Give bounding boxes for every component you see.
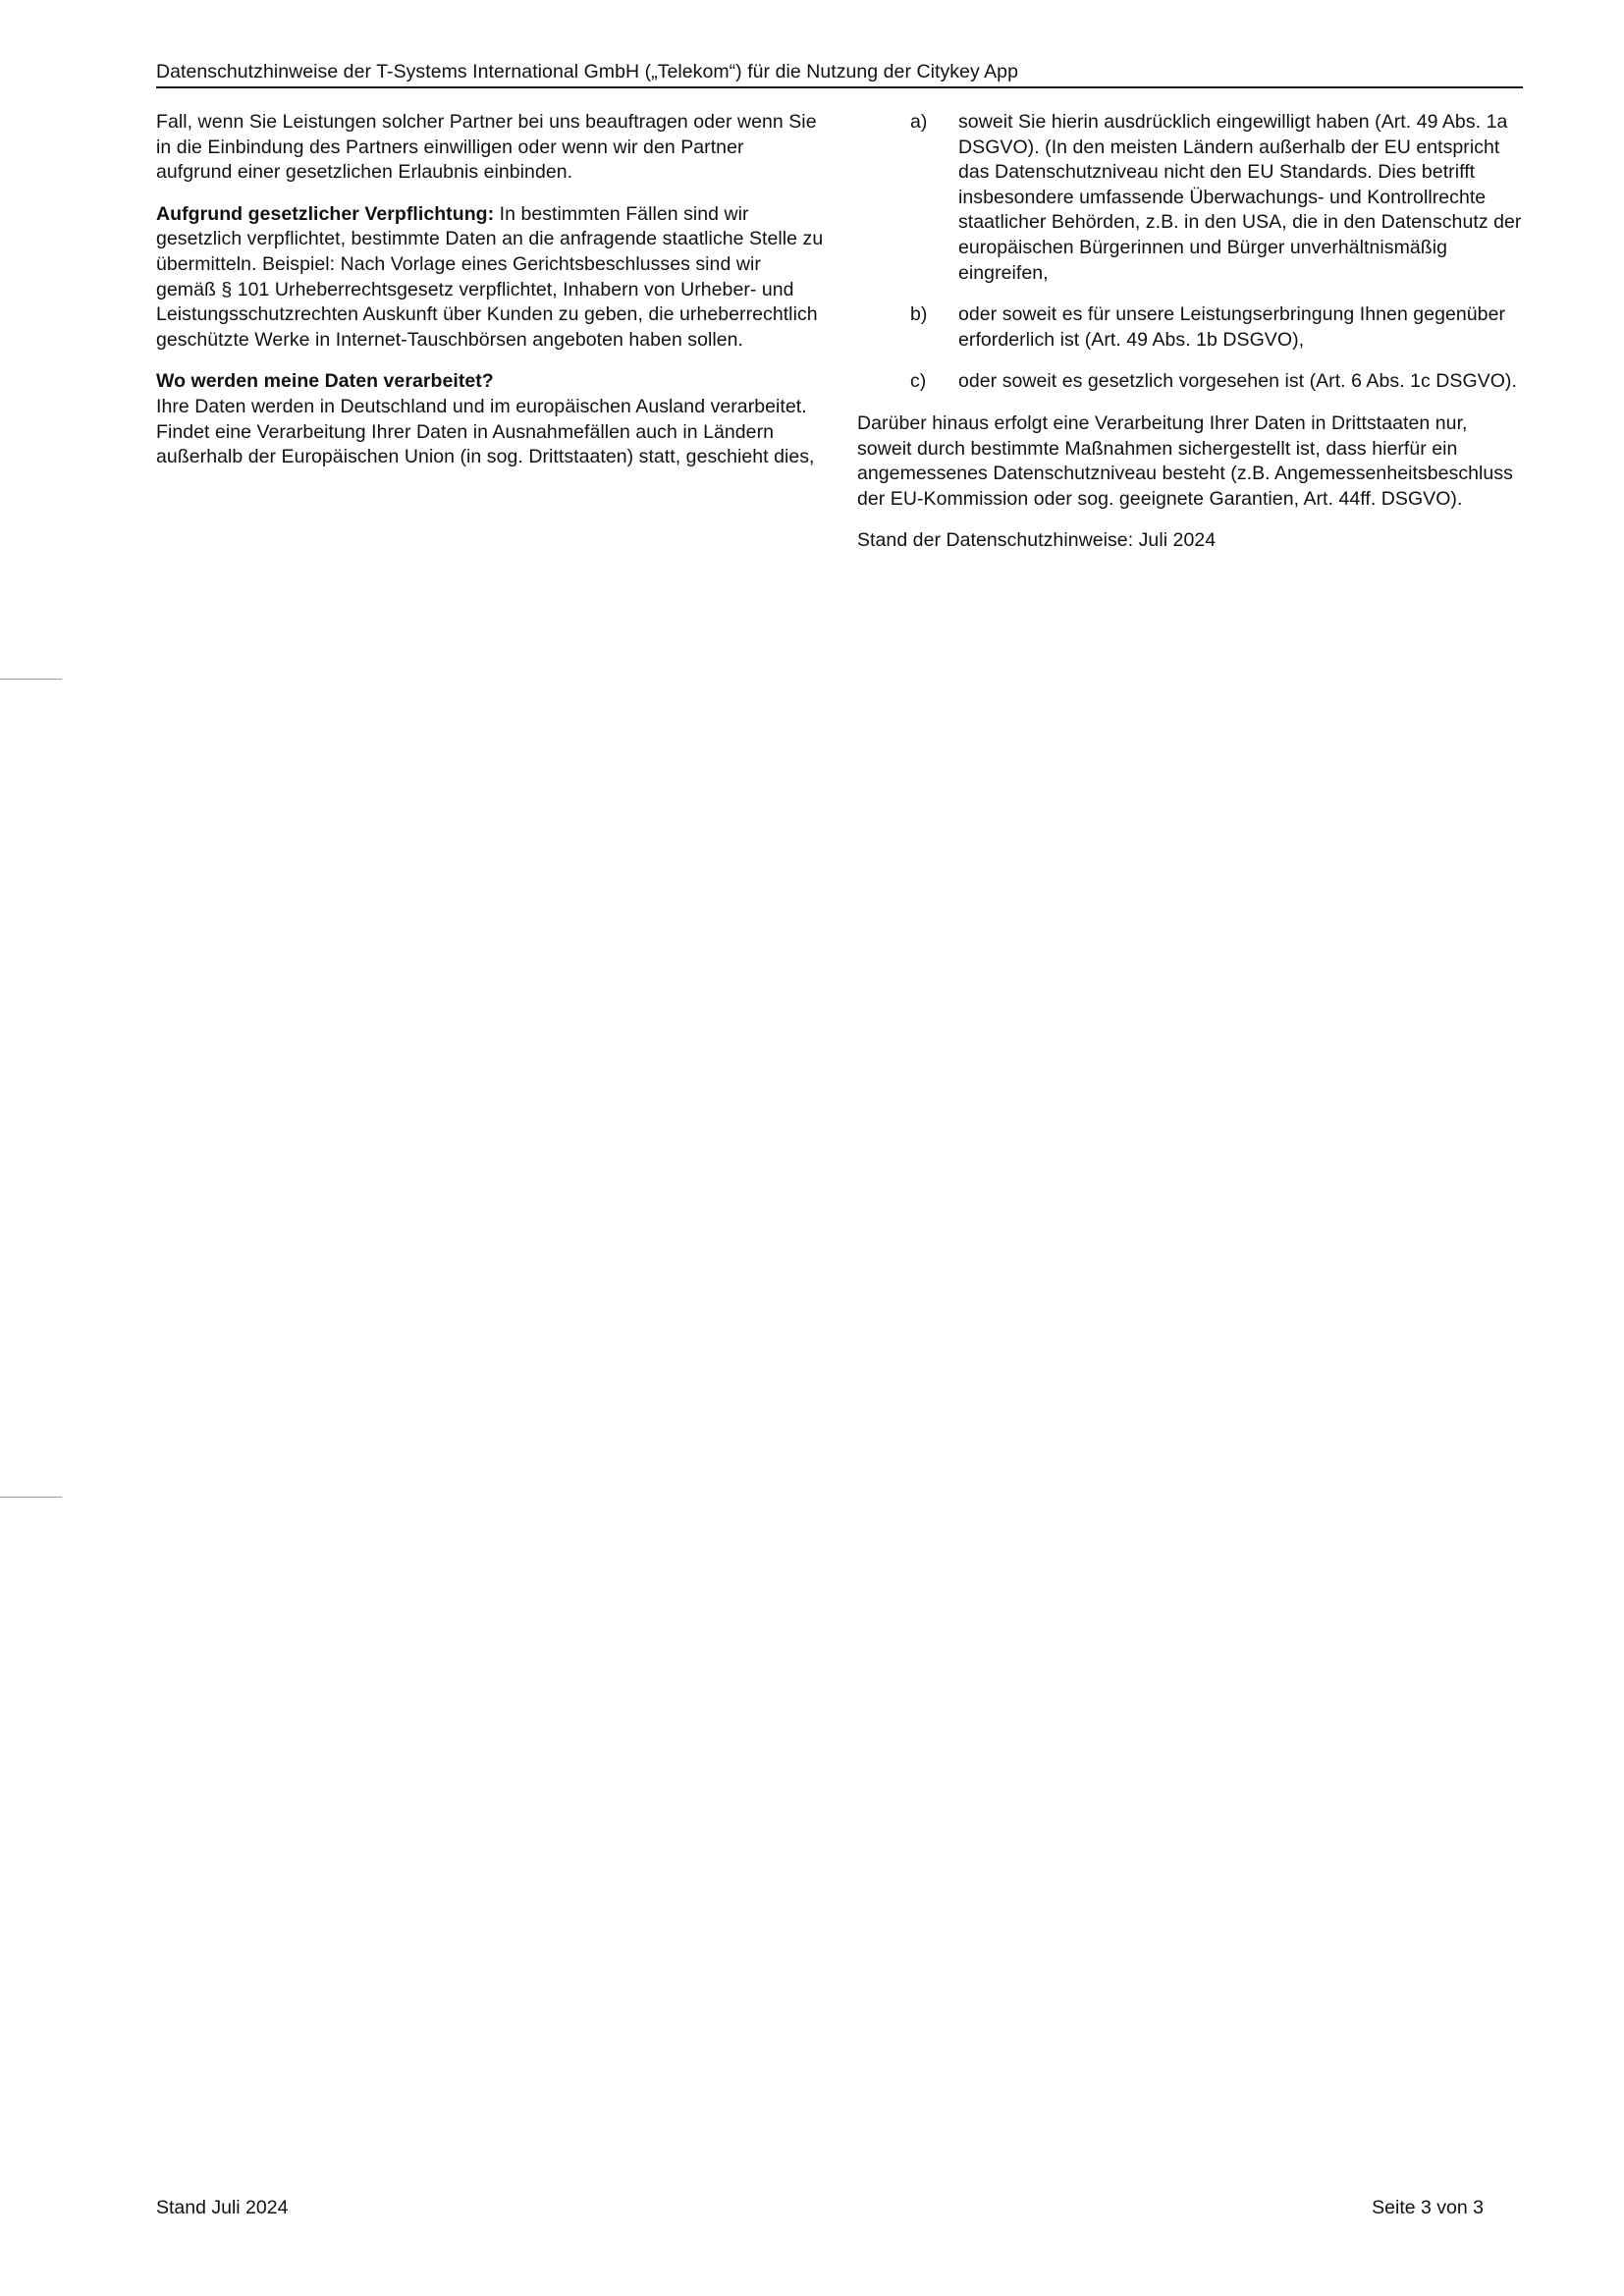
list-marker-b: b) <box>910 303 928 326</box>
right-column <box>857 110 1527 571</box>
list-item-c <box>857 369 1527 395</box>
fold-mark-top <box>0 679 62 680</box>
data-location-text: Ihre Daten werden in Deutschland und im europäischen Ausland verarbeitet. Findet eine Verarbeitung Ihrer Daten in Ausnahmefällen auch in Ländern außerhalb der Europäischen Union (in sog. Drittstaaten) statt, geschieht dies, <box>156 395 815 468</box>
legal-obligation-text: In bestimmten Fällen sind wir gesetzlich verpflichtet, bestimmte Daten an die anfragende staatliche Stelle zu übermitteln. Beispiel: Nach Vorlage eines Gerichtsbeschlusses sind wir gemäß § 101 Urheberrechtsgesetz verpflichtet, Inhabern von Urheber- und Leistungsschutzrechten Auskunft über Kunden zu geben, die urheberrechtlich geschützte Werke in Internet-Tauschbörsen angeboten haben sollen. <box>156 202 824 351</box>
footer-date: Stand Juli 2024 <box>156 2197 289 2218</box>
list-marker-a: a) <box>910 111 928 133</box>
header-title: Datenschutzhinweise der T-Systems International GmbH („Telekom“) für die Nutzung der Citykey App <box>156 61 1018 82</box>
left-column <box>156 110 824 487</box>
list-text-b: oder soweit es für unsere Leistungserbringung Ihnen gegenüber erforderlich ist (Art. 49 Abs. 1b DSGVO), <box>958 303 1506 351</box>
legal-obligation-lead: Aufgrund gesetzlicher Verpflichtung: <box>156 202 495 225</box>
list-marker-c: c) <box>910 370 927 393</box>
footer-page-number: Seite 3 von 3 <box>1372 2197 1484 2218</box>
list-item-a <box>857 110 1527 286</box>
paragraph-partner: Fall, wenn Sie Leistungen solcher Partner bei uns beauftragen oder wenn Sie in die Einbindung des Partners einwilligen oder wenn wir den Partner aufgrund einer gesetzlichen Erlaubnis einbinden. <box>156 111 817 184</box>
list-text-c: oder soweit es gesetzlich vorgesehen ist (Art. 6 Abs. 1c DSGVO). <box>958 370 1517 393</box>
paragraph-data-location <box>156 369 824 469</box>
list-item-b <box>857 302 1527 353</box>
paragraph-legal-obligation <box>156 202 824 354</box>
paragraph-third-countries: Darüber hinaus erfolgt eine Verarbeitung Ihrer Daten in Drittstaaten nur, soweit durch bestimmte Maßnahmen sichergestellt ist, dass hierfür ein angemessenes Datenschutzniveau besteht (z.B. Angemessenheitsbeschluss der EU-Kommission oder sog. geeignete Garantien, Art. 44ff. DSGVO). <box>857 411 1513 510</box>
list-text-a: soweit Sie hierin ausdrücklich eingewilligt haben (Art. 49 Abs. 1a DSGVO). (In den meisten Ländern außerhalb der EU entspricht das Datenschutzniveau nicht den EU Standards. Dies betrifft insbesondere umfassende Überwachungs- und Kontrollrechte staatlicher Behörden, z.B. in den USA, die in den Datenschutz der europäischen Bürgerinnen und Bürger unverhältnismäßig eingreifen, <box>958 111 1522 284</box>
section-heading-data-location: Wo werden meine Daten verarbeitet? <box>156 370 494 393</box>
header-rule <box>156 86 1523 88</box>
page-header <box>156 59 1523 88</box>
fold-mark-bottom <box>0 1497 62 1498</box>
paragraph-status: Stand der Datenschutzhinweise: Juli 2024 <box>857 529 1217 552</box>
